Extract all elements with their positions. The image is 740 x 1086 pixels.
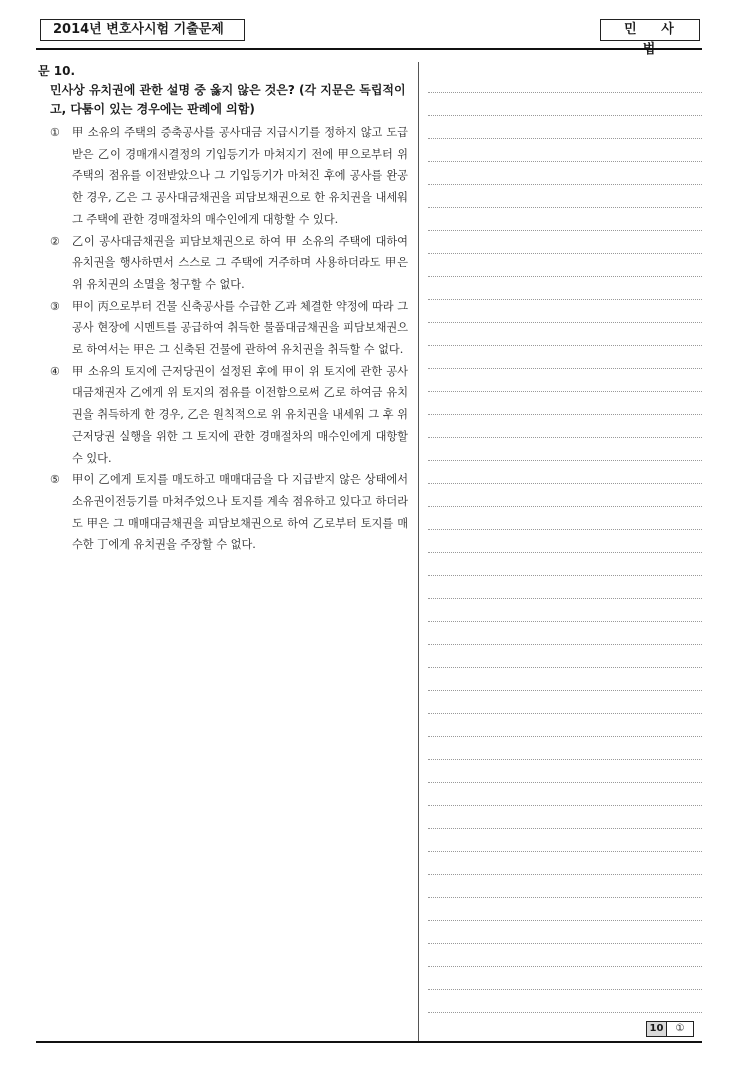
option-text: 甲이 丙으로부터 건물 신축공사를 수급한 乙과 체결한 약정에 따라 그 공사 현장에 시멘트를 공급하여 취득한 물품대금채권을 피담보채권으로 하여서는 甲은 그 신축된 건물에 관하여 유치권을 취득할 수 없다. — [72, 299, 408, 357]
memo-line — [428, 254, 702, 277]
memo-line — [428, 921, 702, 944]
exam-title: 2014년 변호사시험 기출문제 — [40, 19, 245, 41]
header-rule — [36, 48, 702, 50]
memo-line — [428, 369, 702, 392]
memo-line — [428, 668, 702, 691]
option-text: 甲이 乙에게 토지를 매도하고 매매대금을 다 지급받지 않은 상태에서 소유권이전등기를 마쳐주었으나 토지를 계속 점유하고 있다고 하더라도 甲은 그 매매대금채권을 피담보채권으로 하여 乙로부터 토지를 매수한 丁에게 유치권을 주장할 수 없다. — [72, 473, 408, 552]
option-4 — [50, 361, 408, 470]
memo-line — [428, 737, 702, 760]
memo-line — [428, 806, 702, 829]
option-marker: ④ — [50, 364, 61, 378]
memo-line — [428, 461, 702, 484]
memo-line — [428, 714, 702, 737]
option-marker: ③ — [50, 299, 61, 313]
memo-line — [428, 829, 702, 852]
memo-line — [428, 346, 702, 369]
option-text: 甲 소유의 주택의 증축공사를 공사대금 지급시기를 정하지 않고 도급받은 乙이 경매개시결정의 기입등기가 마쳐지기 전에 甲으로부터 위 주택의 점유를 이전받았으나 그 기입등기가 마쳐진 후에 공사를 완공한 경우, 乙은 그 공사대금채권을 피담보채권으로 한 유치권을 내세워 그 주택에 관한 경매절차의 매수인에게 대항할 수 있다. — [72, 126, 408, 226]
memo-line — [428, 300, 702, 323]
memo-line — [428, 392, 702, 415]
option-text: 乙이 공사대금채권을 피담보채권으로 하여 甲 소유의 주택에 대하여 유치권을 행사하면서 스스로 그 주택에 거주하며 사용하더라도 甲은 위 유치권의 소멸을 청구할 수 없다. — [72, 234, 408, 291]
memo-line — [428, 622, 702, 645]
memo-line — [428, 576, 702, 599]
memo-line — [428, 783, 702, 806]
memo-line — [428, 139, 702, 162]
option-text: 甲 소유의 토지에 근저당권이 설정된 후에 甲이 위 토지에 관한 공사대금채권자 乙에게 위 토지의 점유를 이전함으로써 乙로 하여금 유치권을 취득하게 한 경우, 乙은 원칙적으로 위 유치권을 내세워 그 후 위 근저당권 실행을 위한 그 토지에 관한 경매절차의 매수인에게 대항할 수 있다. — [72, 364, 408, 465]
answer-options — [50, 122, 408, 556]
memo-line — [428, 484, 702, 507]
form-mark: ① — [675, 1023, 685, 1034]
memo-line — [428, 599, 702, 622]
memo-line — [428, 277, 702, 300]
memo-line — [428, 875, 702, 898]
memo-line — [428, 645, 702, 668]
question-number: 문 10. — [38, 64, 76, 78]
option-5 — [50, 469, 408, 556]
memo-line — [428, 852, 702, 875]
subject-label: 민 사 — [600, 19, 700, 41]
question-stem: 민사상 유치권에 관한 설명 중 옳지 않은 것은? (각 지문은 독립적이고, 다툼이 있는 경우에는 판례에 의함) — [50, 83, 406, 116]
memo-line — [428, 898, 702, 921]
memo-line — [428, 553, 702, 576]
page-number: 10 — [647, 1022, 667, 1036]
memo-line — [428, 231, 702, 254]
memo-line — [428, 967, 702, 990]
memo-line — [428, 185, 702, 208]
memo-line — [428, 415, 702, 438]
option-marker: ② — [50, 234, 61, 248]
memo-line — [428, 438, 702, 461]
memo-area — [428, 70, 702, 1013]
memo-line — [428, 323, 702, 346]
memo-line — [428, 208, 702, 231]
footer-rule — [36, 1041, 702, 1043]
column-divider — [418, 62, 419, 1041]
option-3 — [50, 296, 408, 361]
memo-line — [428, 70, 702, 93]
option-2 — [50, 231, 408, 296]
memo-line — [428, 944, 702, 967]
option-1 — [50, 122, 408, 231]
memo-line — [428, 691, 702, 714]
memo-line — [428, 93, 702, 116]
memo-line — [428, 990, 702, 1013]
memo-line — [428, 116, 702, 139]
option-marker: ① — [50, 126, 61, 139]
memo-line — [428, 760, 702, 783]
memo-line — [428, 162, 702, 185]
memo-line — [428, 530, 702, 553]
page-indicator — [646, 1021, 694, 1037]
memo-line — [428, 507, 702, 530]
option-marker: ⑤ — [50, 473, 61, 487]
